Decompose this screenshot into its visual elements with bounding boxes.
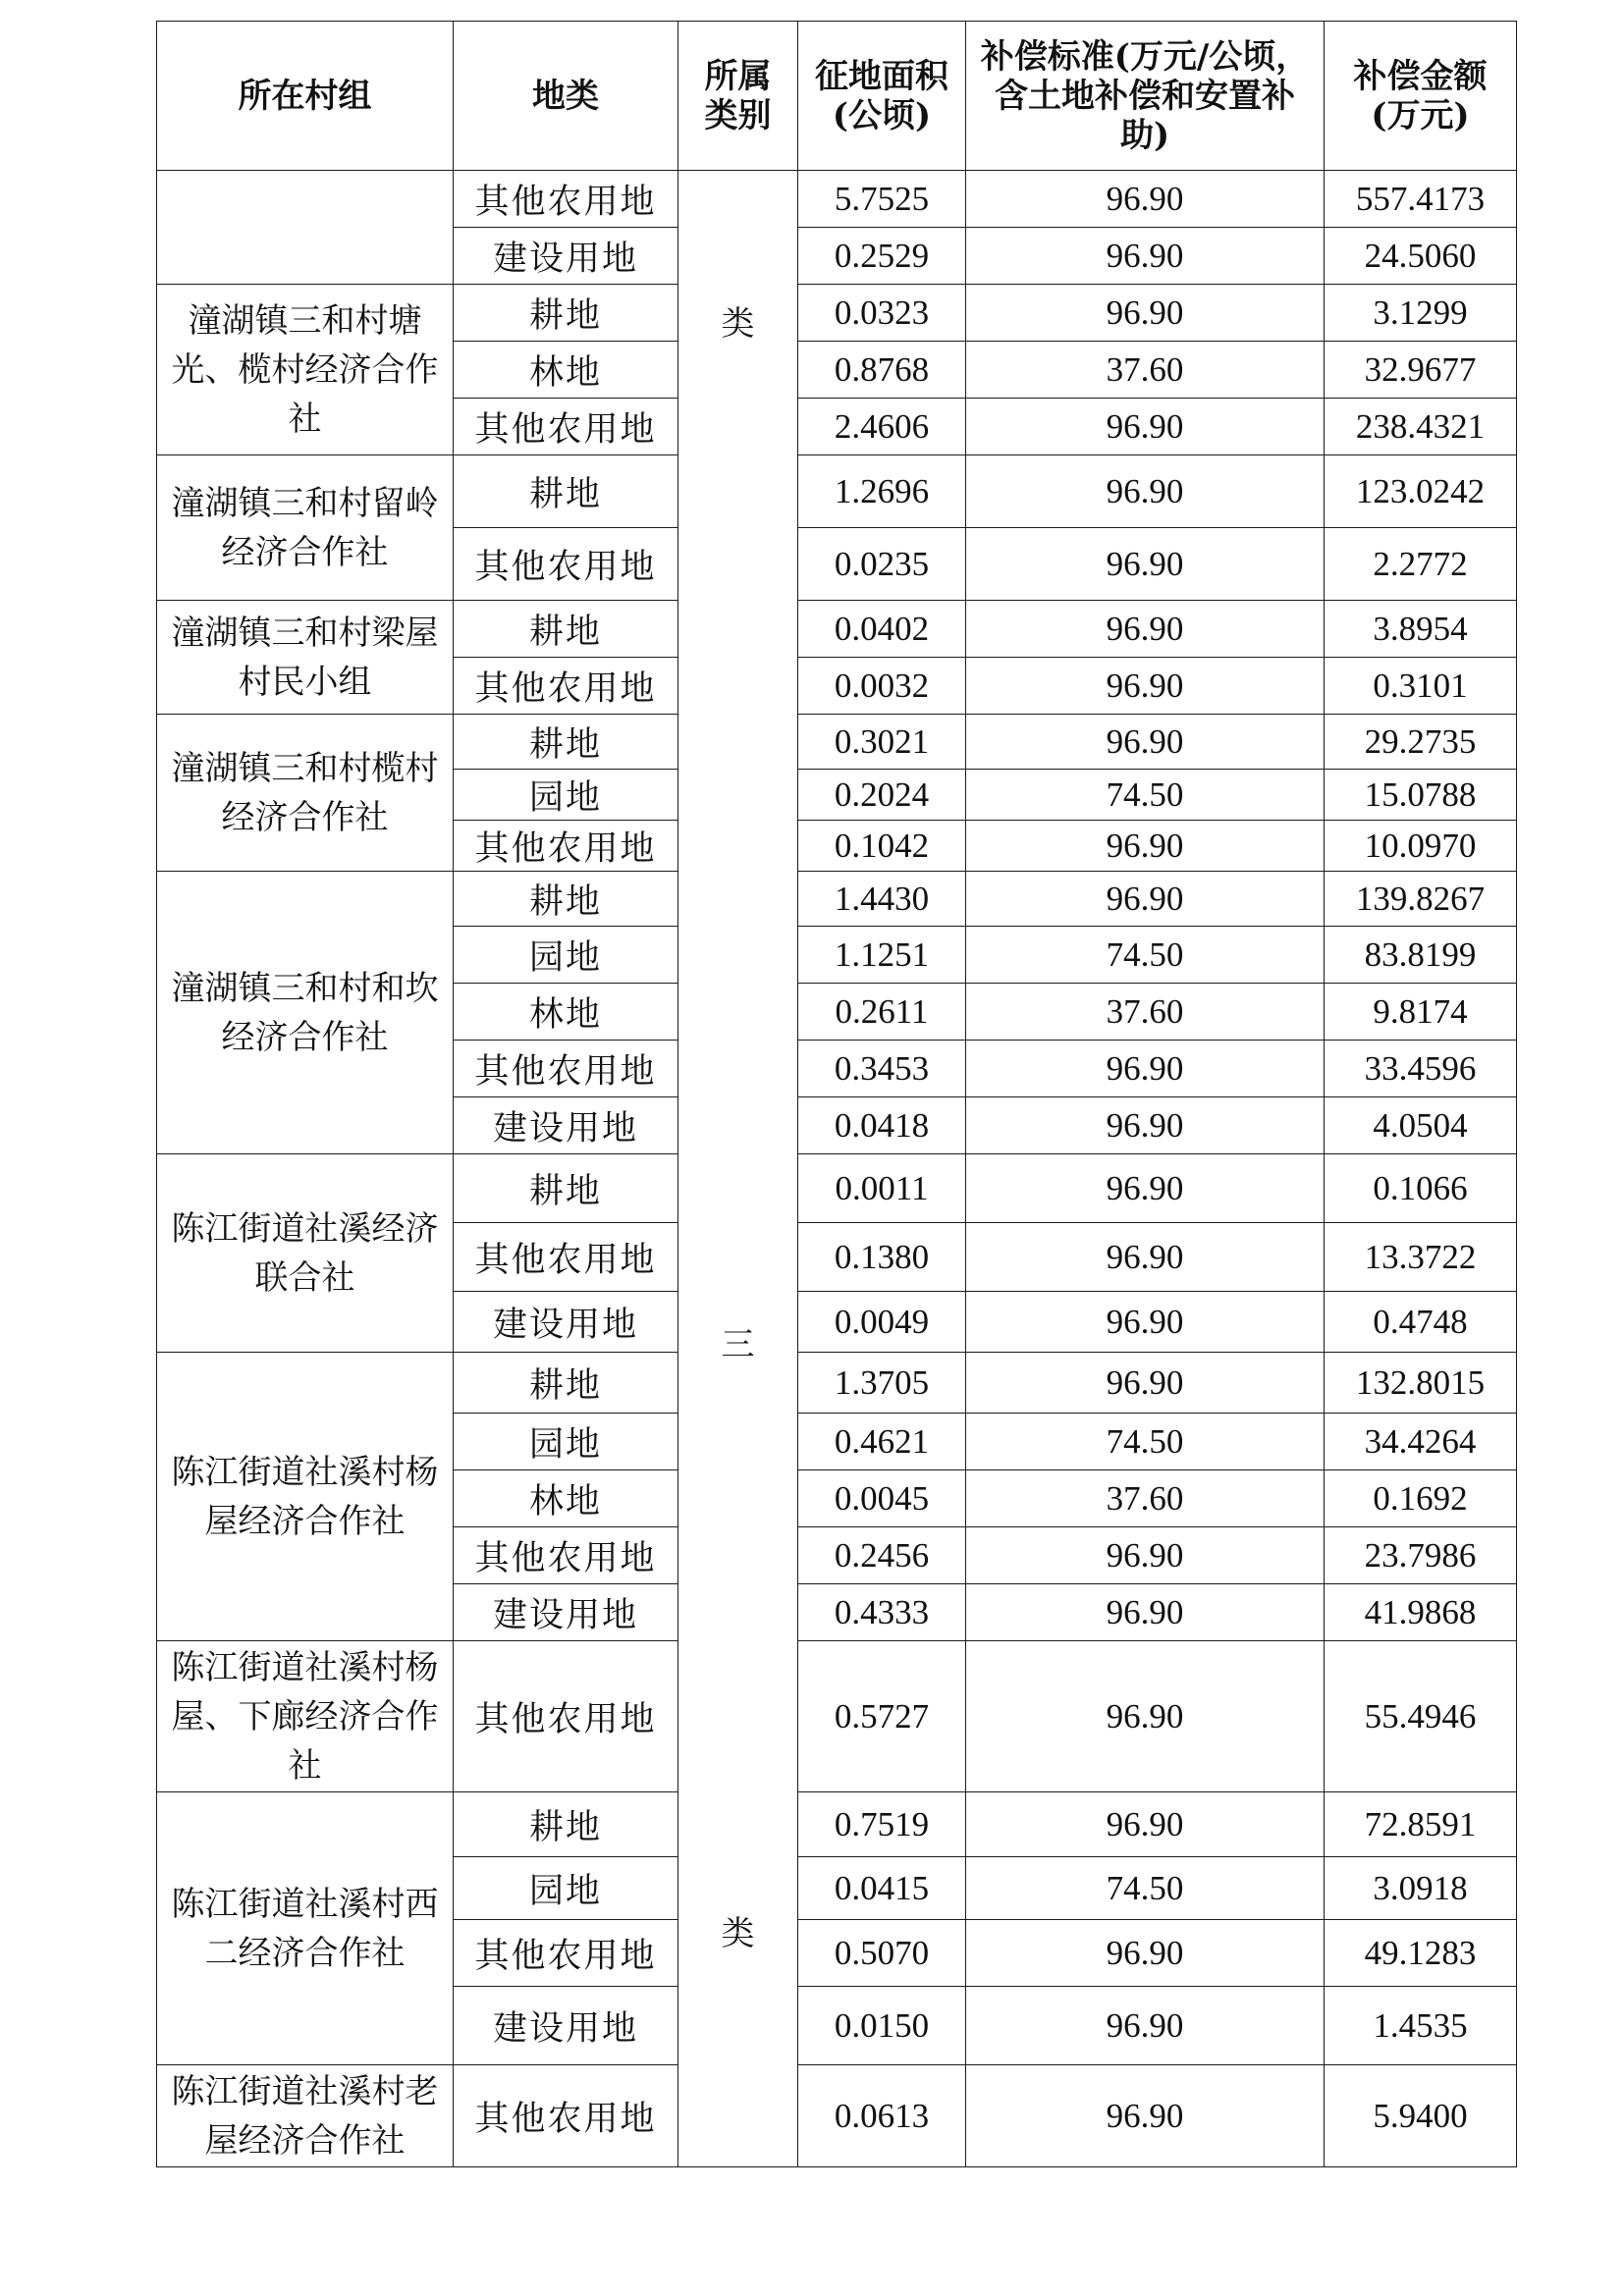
standard-cell: 96.90 bbox=[966, 1920, 1325, 1987]
village-cell: 潼湖镇三和村和坎经济合作社 bbox=[157, 872, 454, 1154]
land-type-cell: 其他农用地 bbox=[454, 1041, 678, 1097]
standard-cell: 37.60 bbox=[966, 984, 1325, 1041]
land-type-cell: 耕地 bbox=[454, 601, 678, 658]
area-cell: 0.1380 bbox=[798, 1223, 966, 1292]
standard-cell: 96.90 bbox=[966, 1097, 1325, 1154]
area-cell: 0.0402 bbox=[798, 601, 966, 658]
land-type-cell: 建设用地 bbox=[454, 1584, 678, 1641]
area-cell: 0.0235 bbox=[798, 528, 966, 601]
table-row bbox=[157, 1792, 1517, 1857]
land-type-cell: 其他农用地 bbox=[454, 1223, 678, 1292]
amount-cell: 3.0918 bbox=[1325, 1857, 1517, 1920]
village-cell: 陈江街道社溪村老屋经济合作社 bbox=[157, 2065, 454, 2167]
standard-cell: 96.90 bbox=[966, 1154, 1325, 1223]
amount-cell: 0.4748 bbox=[1325, 1292, 1517, 1353]
land-type-cell: 园地 bbox=[454, 770, 678, 821]
amount-cell: 139.8267 bbox=[1325, 872, 1517, 927]
table-row bbox=[157, 455, 1517, 528]
land-type-cell: 其他农用地 bbox=[454, 171, 678, 228]
village-cell: 潼湖镇三和村留岭经济合作社 bbox=[157, 455, 454, 601]
land-type-cell: 其他农用地 bbox=[454, 1641, 678, 1792]
land-type-cell: 耕地 bbox=[454, 455, 678, 528]
village-cell bbox=[157, 171, 454, 285]
area-cell: 0.2456 bbox=[798, 1527, 966, 1584]
standard-cell: 74.50 bbox=[966, 927, 1325, 984]
amount-cell: 0.1066 bbox=[1325, 1154, 1517, 1223]
amount-cell: 1.4535 bbox=[1325, 1987, 1517, 2065]
table-row bbox=[157, 1154, 1517, 1223]
land-type-cell: 林地 bbox=[454, 342, 678, 399]
standard-cell: 96.90 bbox=[966, 1527, 1325, 1584]
area-cell: 0.7519 bbox=[798, 1792, 966, 1857]
standard-cell: 96.90 bbox=[966, 399, 1325, 455]
land-type-cell: 园地 bbox=[454, 1857, 678, 1920]
standard-cell: 96.90 bbox=[966, 1792, 1325, 1857]
village-cell: 潼湖镇三和村塘光、榄村经济合作社 bbox=[157, 285, 454, 455]
amount-cell: 123.0242 bbox=[1325, 455, 1517, 528]
amount-cell: 557.4173 bbox=[1325, 171, 1517, 228]
amount-cell: 5.9400 bbox=[1325, 2065, 1517, 2167]
land-type-cell: 建设用地 bbox=[454, 1987, 678, 2065]
amount-cell: 41.9868 bbox=[1325, 1584, 1517, 1641]
amount-cell: 34.4264 bbox=[1325, 1414, 1517, 1470]
amount-cell: 9.8174 bbox=[1325, 984, 1517, 1041]
standard-cell: 37.60 bbox=[966, 1470, 1325, 1527]
amount-cell: 2.2772 bbox=[1325, 528, 1517, 601]
standard-cell: 96.90 bbox=[966, 1223, 1325, 1292]
land-type-cell: 其他农用地 bbox=[454, 528, 678, 601]
table-row bbox=[157, 285, 1517, 342]
table-row bbox=[157, 1353, 1517, 1414]
area-cell: 0.4333 bbox=[798, 1584, 966, 1641]
area-cell: 0.5727 bbox=[798, 1641, 966, 1792]
amount-cell: 49.1283 bbox=[1325, 1920, 1517, 1987]
land-type-cell: 其他农用地 bbox=[454, 2065, 678, 2167]
standard-cell: 96.90 bbox=[966, 1041, 1325, 1097]
amount-cell: 72.8591 bbox=[1325, 1792, 1517, 1857]
area-cell: 0.3453 bbox=[798, 1041, 966, 1097]
area-cell: 0.2611 bbox=[798, 984, 966, 1041]
area-cell: 0.0323 bbox=[798, 285, 966, 342]
land-type-cell: 林地 bbox=[454, 984, 678, 1041]
amount-cell: 4.0504 bbox=[1325, 1097, 1517, 1154]
amount-cell: 13.3722 bbox=[1325, 1223, 1517, 1292]
area-cell: 0.0415 bbox=[798, 1857, 966, 1920]
category-char: 类 bbox=[721, 304, 755, 344]
table-row bbox=[157, 601, 1517, 658]
amount-cell: 238.4321 bbox=[1325, 399, 1517, 455]
standard-cell: 96.90 bbox=[966, 872, 1325, 927]
area-cell: 1.3705 bbox=[798, 1353, 966, 1414]
header-row bbox=[157, 22, 1517, 171]
amount-cell: 33.4596 bbox=[1325, 1041, 1517, 1097]
land-type-cell: 园地 bbox=[454, 1414, 678, 1470]
amount-cell: 83.8199 bbox=[1325, 927, 1517, 984]
area-cell: 0.0032 bbox=[798, 658, 966, 715]
table-row bbox=[157, 2065, 1517, 2167]
category-char: 类 bbox=[721, 1914, 755, 1953]
category-char: 三 bbox=[721, 1325, 755, 1364]
table-row bbox=[157, 872, 1517, 927]
amount-cell: 15.0788 bbox=[1325, 770, 1517, 821]
header-land-type: 地类 bbox=[454, 22, 678, 171]
land-type-cell: 建设用地 bbox=[454, 1097, 678, 1154]
land-type-cell: 其他农用地 bbox=[454, 1920, 678, 1987]
land-type-cell: 耕地 bbox=[454, 1154, 678, 1223]
land-type-cell: 建设用地 bbox=[454, 1292, 678, 1353]
land-type-cell: 耕地 bbox=[454, 285, 678, 342]
standard-cell: 96.90 bbox=[966, 1641, 1325, 1792]
amount-cell: 24.5060 bbox=[1325, 228, 1517, 285]
amount-cell: 10.0970 bbox=[1325, 821, 1517, 872]
area-cell: 0.1042 bbox=[798, 821, 966, 872]
area-cell: 0.0045 bbox=[798, 1470, 966, 1527]
amount-cell: 29.2735 bbox=[1325, 715, 1517, 770]
header-village: 所在村组 bbox=[157, 22, 454, 171]
area-cell: 1.4430 bbox=[798, 872, 966, 927]
amount-cell: 3.1299 bbox=[1325, 285, 1517, 342]
area-cell: 0.0011 bbox=[798, 1154, 966, 1223]
area-cell: 0.2024 bbox=[798, 770, 966, 821]
land-type-cell: 耕地 bbox=[454, 715, 678, 770]
standard-cell: 96.90 bbox=[966, 285, 1325, 342]
area-cell: 0.5070 bbox=[798, 1920, 966, 1987]
header-standard: 补偿标准(万元/公顷，含土地补偿和安置补助) bbox=[966, 22, 1325, 171]
standard-cell: 96.90 bbox=[966, 1353, 1325, 1414]
land-compensation-table bbox=[156, 21, 1517, 2167]
standard-cell: 96.90 bbox=[966, 658, 1325, 715]
amount-cell: 23.7986 bbox=[1325, 1527, 1517, 1584]
land-type-cell: 其他农用地 bbox=[454, 821, 678, 872]
amount-cell: 0.1692 bbox=[1325, 1470, 1517, 1527]
land-type-cell: 建设用地 bbox=[454, 228, 678, 285]
table-row bbox=[157, 1641, 1517, 1792]
amount-cell: 3.8954 bbox=[1325, 601, 1517, 658]
standard-cell: 96.90 bbox=[966, 715, 1325, 770]
standard-cell: 74.50 bbox=[966, 770, 1325, 821]
village-cell: 陈江街道社溪村杨屋、下廊经济合作社 bbox=[157, 1641, 454, 1792]
area-cell: 5.7525 bbox=[798, 171, 966, 228]
standard-cell: 96.90 bbox=[966, 601, 1325, 658]
village-cell: 陈江街道社溪村西二经济合作社 bbox=[157, 1792, 454, 2065]
land-type-cell: 其他农用地 bbox=[454, 399, 678, 455]
land-type-cell: 耕地 bbox=[454, 872, 678, 927]
area-cell: 0.2529 bbox=[798, 228, 966, 285]
land-type-cell: 其他农用地 bbox=[454, 658, 678, 715]
standard-cell: 96.90 bbox=[966, 1987, 1325, 2065]
area-cell: 1.2696 bbox=[798, 455, 966, 528]
amount-cell: 0.3101 bbox=[1325, 658, 1517, 715]
land-type-cell: 林地 bbox=[454, 1470, 678, 1527]
header-area: 征地面积(公顷) bbox=[798, 22, 966, 171]
standard-cell: 96.90 bbox=[966, 821, 1325, 872]
amount-cell: 132.8015 bbox=[1325, 1353, 1517, 1414]
area-cell: 0.0418 bbox=[798, 1097, 966, 1154]
standard-cell: 96.90 bbox=[966, 1584, 1325, 1641]
area-cell: 0.4621 bbox=[798, 1414, 966, 1470]
table-body bbox=[157, 171, 1517, 2167]
standard-cell: 96.90 bbox=[966, 528, 1325, 601]
land-type-cell: 耕地 bbox=[454, 1353, 678, 1414]
standard-cell: 74.50 bbox=[966, 1414, 1325, 1470]
standard-cell: 96.90 bbox=[966, 228, 1325, 285]
area-cell: 1.1251 bbox=[798, 927, 966, 984]
area-cell: 0.0049 bbox=[798, 1292, 966, 1353]
standard-cell: 37.60 bbox=[966, 342, 1325, 399]
standard-cell: 96.90 bbox=[966, 171, 1325, 228]
land-type-cell: 其他农用地 bbox=[454, 1527, 678, 1584]
area-cell: 0.3021 bbox=[798, 715, 966, 770]
area-cell: 2.4606 bbox=[798, 399, 966, 455]
area-cell: 0.0150 bbox=[798, 1987, 966, 2065]
header-amount: 补偿金额(万元) bbox=[1325, 22, 1517, 171]
village-cell: 陈江街道社溪村杨屋经济合作社 bbox=[157, 1353, 454, 1641]
land-type-cell: 耕地 bbox=[454, 1792, 678, 1857]
standard-cell: 96.90 bbox=[966, 2065, 1325, 2167]
amount-cell: 32.9677 bbox=[1325, 342, 1517, 399]
category-cell bbox=[678, 171, 798, 2167]
table-row bbox=[157, 171, 1517, 228]
land-type-cell: 园地 bbox=[454, 927, 678, 984]
standard-cell: 96.90 bbox=[966, 1292, 1325, 1353]
standard-cell: 96.90 bbox=[966, 455, 1325, 528]
village-cell: 陈江街道社溪经济联合社 bbox=[157, 1154, 454, 1353]
area-cell: 0.0613 bbox=[798, 2065, 966, 2167]
area-cell: 0.8768 bbox=[798, 342, 966, 399]
standard-cell: 74.50 bbox=[966, 1857, 1325, 1920]
header-category: 所属类别 bbox=[678, 22, 798, 171]
village-cell: 潼湖镇三和村榄村经济合作社 bbox=[157, 715, 454, 872]
amount-cell: 55.4946 bbox=[1325, 1641, 1517, 1792]
village-cell: 潼湖镇三和村梁屋村民小组 bbox=[157, 601, 454, 715]
table-row bbox=[157, 715, 1517, 770]
